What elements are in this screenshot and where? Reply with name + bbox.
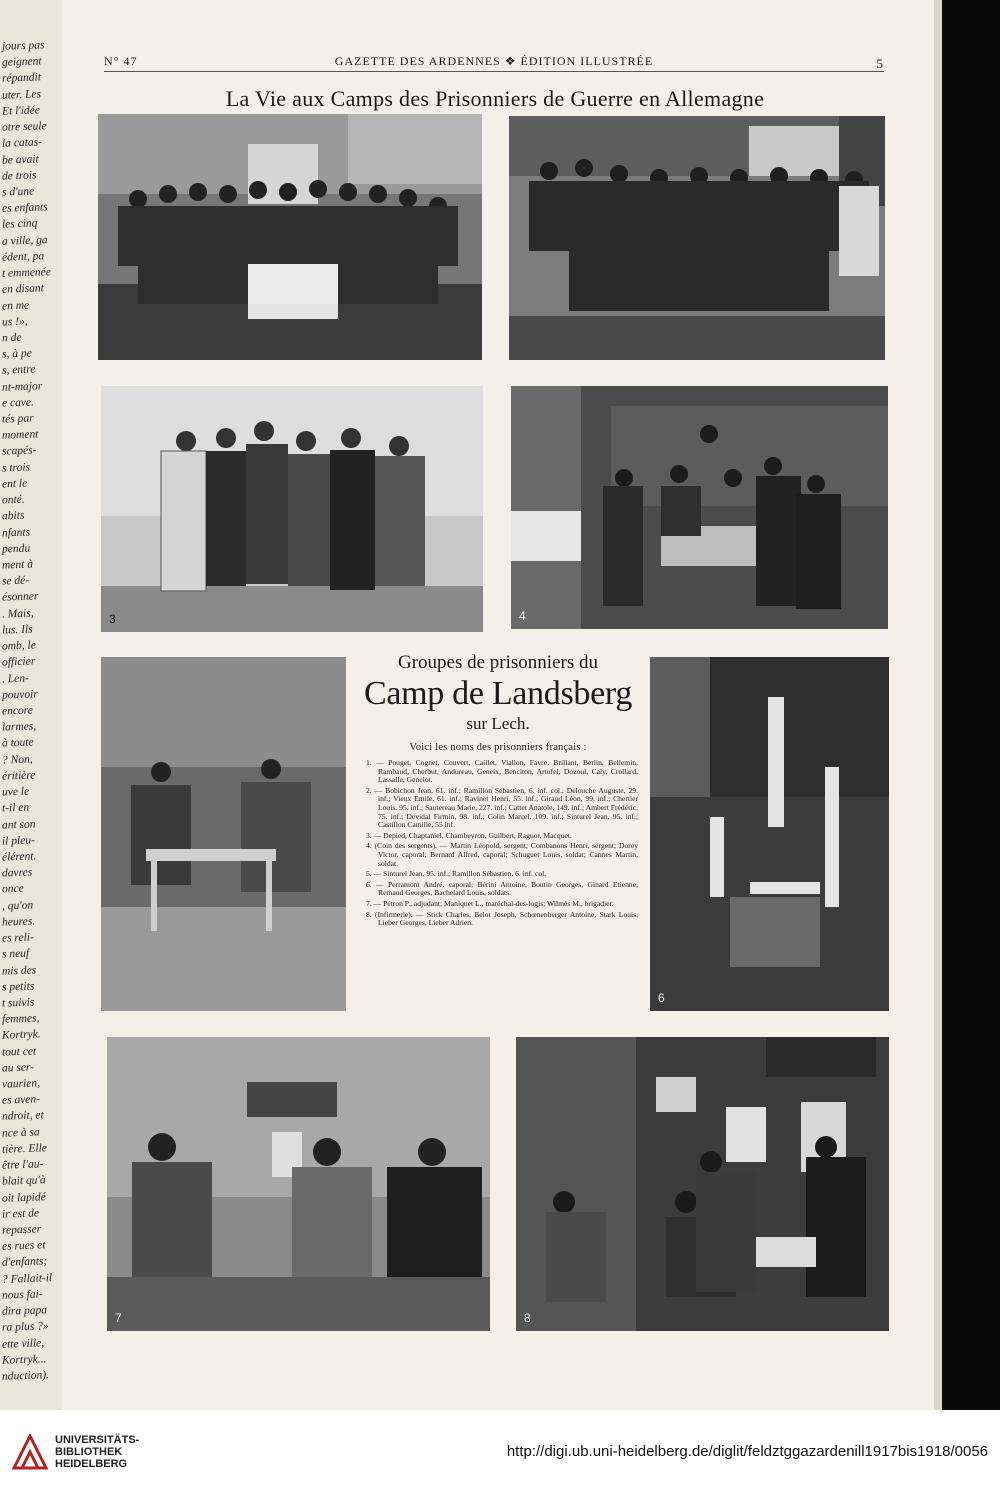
- previous-page-text-fragment: us !»,: [1, 315, 28, 329]
- previous-page-text-fragment: es enfants: [1, 201, 48, 215]
- previous-page-text-fragment: . Mais,: [1, 607, 34, 621]
- previous-page-text-fragment: femmes,: [1, 1012, 40, 1026]
- photo-1-musicians-group: [98, 114, 482, 360]
- previous-page-text-fragment: en disant: [1, 282, 45, 297]
- previous-page-text-fragment: les cinq: [1, 217, 38, 232]
- caption-block: [358, 652, 638, 1012]
- previous-page-text-fragment: blait qu'à: [1, 1174, 46, 1189]
- previous-page-text-fragment: tés par: [1, 412, 34, 426]
- previous-page-text-fragment: pouvoir: [1, 688, 38, 702]
- photo-8-image: [516, 1037, 889, 1331]
- previous-page-text-fragment: jours pas: [1, 39, 45, 53]
- previous-page-text-fragment: . Len-: [1, 672, 30, 686]
- institution-name: [55, 1434, 139, 1470]
- previous-page-text-fragment: es rues et: [1, 1239, 46, 1253]
- newspaper-title: GAZETTE DES ARDENNES ❖ ÉDITION ILLUSTRÉE: [334, 54, 654, 68]
- photo-number: 7: [115, 1311, 122, 1325]
- caption-intro: Voici les noms des prisonniers français :: [409, 742, 587, 753]
- previous-page-text-fragment: pendu: [1, 542, 31, 556]
- previous-page-text-fragment: otre seule: [1, 120, 47, 134]
- previous-page-text-fragment: tière. Elle: [1, 1142, 48, 1156]
- photo-4-image: [511, 386, 888, 629]
- previous-page-text-fragment: ra plus ?»: [1, 1320, 49, 1335]
- source-url-link[interactable]: http://digi.ub.uni-heidelberg.de/diglit/feldztggazardenill1917bis1918/0056: [506, 1443, 988, 1460]
- previous-page-text-fragment: nous fai-: [1, 1288, 43, 1302]
- previous-page-text-fragment: s petits: [1, 980, 35, 994]
- caption-camp-name: Camp de Landsberg: [363, 675, 633, 712]
- caption-line-1: Groupes de prisonniers du: [398, 652, 598, 673]
- previous-page-text-fragment: uter. Les: [1, 87, 42, 102]
- photo-6-acrobats: [650, 657, 889, 1011]
- previous-page-text-fragment: ésonner: [1, 590, 39, 605]
- photo-5-two-men-at-table: [101, 657, 346, 1011]
- previous-page-text-fragment: il pleu-: [1, 834, 36, 848]
- previous-page-text-fragment: tout cet: [1, 1045, 37, 1059]
- previous-page-text-fragment: ant son: [1, 817, 36, 832]
- previous-page-text-fragment: mis des: [1, 963, 37, 978]
- previous-page-text-fragment: es reli-: [1, 931, 35, 945]
- previous-page-text-fragment: geignent: [1, 55, 42, 69]
- right-margin: [934, 0, 1000, 1410]
- previous-page-text-fragment: larmes,: [1, 720, 37, 734]
- previous-page-text-fragment: scapés-: [1, 444, 37, 459]
- previous-page-text-fragment: édent, pa: [1, 250, 45, 264]
- photo-3-standing-group: [101, 386, 483, 632]
- previous-page-text-fragment: es aven-: [1, 1093, 41, 1107]
- library-footer: [0, 1410, 1000, 1489]
- previous-page-text-fragment: d'enfants;: [1, 1255, 48, 1270]
- previous-page-text-fragment: élérent.: [1, 850, 37, 864]
- previous-page-text-fragment: se dé-: [1, 574, 30, 588]
- list-item: 3. — Depied, Chaptaniel, Chambeyron, Guilbert, Raguot, Macquet.: [366, 830, 572, 840]
- previous-page-text-fragment: éritière: [1, 769, 36, 783]
- previous-page-text-fragment: t emmenée: [1, 266, 52, 280]
- institution-line: HEIDELBERG: [55, 1458, 128, 1470]
- list-item: 5. — Sinturel Jean, 95. inf.; Ramillon Sébastien, 6. inf. col.: [366, 869, 547, 879]
- issue-number: N° 47: [104, 54, 138, 68]
- previous-page-text-fragment: s, entre: [1, 363, 36, 377]
- previous-page-text-fragment: nfants: [1, 526, 31, 540]
- list-item: 6. — Perramont André, caporal; Bérini Antoine, Boutin Georges, Ginard Etienne, Remaud Georges, Bachelard Louis, soldats.: [366, 879, 638, 898]
- caption-location: sur Lech.: [466, 714, 530, 733]
- previous-page-text-fragment: ment à: [1, 558, 34, 572]
- previous-page-text-fragment: uve le: [1, 785, 30, 799]
- previous-page-text-fragment: au ser-: [1, 1061, 35, 1075]
- previous-page-text-fragment: être l'au-: [1, 1158, 44, 1172]
- previous-page-text-fragment: s neuf: [1, 947, 30, 961]
- previous-page-text-fragment: s, à pe: [1, 347, 32, 361]
- previous-page-text-fragment: be avait: [1, 152, 39, 167]
- previous-page-text-fragment: , qu'on: [1, 899, 34, 913]
- previous-page-text-fragment: s d'une: [1, 185, 35, 199]
- photo-2-group-with-accordion: [509, 116, 885, 360]
- photo-number: 8: [524, 1311, 531, 1325]
- previous-page-text-fragment: nt-major: [1, 379, 43, 394]
- list-item: 1. — Pouget, Cognet, Couvert, Caillet, Viallon, Favre, Brillant, Berlin, Bellemin, Rambaud, Cherbut, Andureau, Geneix, Benciton, Artufel, Dozoul, Caly, Crollard, Lassalle, Genclot.: [366, 758, 638, 785]
- previous-page-text-fragment: s trois: [1, 461, 31, 475]
- previous-page-text-fragment: davres: [1, 866, 33, 880]
- photo-8-infirmary: [516, 1037, 889, 1331]
- previous-page-text-fragment: onté.: [1, 493, 25, 507]
- previous-page-text-fragment: oit lapidé: [1, 1190, 46, 1205]
- previous-page-text-fragment: Et l'idée: [1, 104, 41, 118]
- previous-page-text-fragment: en me: [1, 299, 30, 312]
- previous-page-text-fragment: lus. Ils: [1, 623, 33, 637]
- prisoner-names-list: [358, 759, 638, 928]
- institution-line: BIBLIOTHEK: [55, 1446, 123, 1458]
- previous-page-text-fragment: Kortryk.: [1, 1028, 41, 1043]
- previous-page-text-fragment: t suivis: [1, 996, 35, 1010]
- photo-7-image: [107, 1037, 490, 1331]
- photo-4-sergeants-corner: [511, 386, 888, 629]
- previous-page-text-fragment: n de: [1, 331, 22, 345]
- list-item: 8. (Infirmerie). — Stick Charles, Belot Joseph, Schœnenberger Antoine, Stark Louis, Lieber Georges, Lieber Adrien.: [366, 909, 638, 928]
- previous-page-text-fragment: ? Fallait-il: [1, 1271, 53, 1286]
- previous-page-text-fragment: ette ville,: [1, 1336, 45, 1351]
- header-rule: [104, 71, 884, 72]
- previous-page-text-fragment: à toute: [1, 736, 34, 750]
- list-item: 2. — Bobichon Jean, 61. inf.; Ramillon Sébastien, 6. inf. col., Delouche Auguste, 29. inf.; Vieux Emile, 61. inf.; Ravinet Henri, 55. inf.; Giraud Léon, 99. inf.; Chertier Louis, 95. inf.; Sautereau Marie, 227. inf.; Cattet Anatole, 149. inf.; Ambert Frédéric, 75. inf.; Devidal Firmin, 98. inf.; Colin Marcel, 109. inf.; Sinturel Jean, 95. inf.; Castillon Camille, 55 inf.: [366, 785, 638, 830]
- photo-7-three-men-indoors: [107, 1037, 490, 1331]
- previous-page-text-fragment: Kortryk...: [1, 1352, 47, 1367]
- previous-page-text-fragment: once: [1, 883, 24, 896]
- previous-page-text-fragment: ? Non,: [1, 753, 33, 767]
- previous-page-text-fragment: ir est de: [1, 1207, 40, 1221]
- institution-line: UNIVERSITÄTS-: [55, 1434, 140, 1446]
- previous-page-text-fragment: ndroit, et: [1, 1109, 44, 1124]
- previous-page-text-fragment: de trois: [1, 169, 37, 183]
- photo-5-image: [101, 657, 346, 1011]
- university-logo-icon: [12, 1434, 48, 1470]
- previous-page-text-fragment: repasser: [1, 1223, 42, 1237]
- previous-page-text-fragment: omb, le: [1, 639, 37, 653]
- previous-page-text-fragment: e cave.: [1, 396, 35, 410]
- list-item: 7. — Pétron P., adjudant; Maniquet L., maréchal-des-logis; Wilmès M., brigadier.: [366, 898, 614, 908]
- previous-page-text-fragment: officier: [1, 655, 36, 669]
- photo-number: 4: [519, 609, 526, 623]
- previous-page-text-fragment: ent le: [1, 477, 28, 491]
- previous-page-edge: [0, 0, 70, 1410]
- previous-page-text-fragment: abits: [1, 509, 25, 523]
- photo-2-image: [509, 116, 885, 360]
- previous-page-text-fragment: nduction).: [1, 1369, 50, 1383]
- photo-3-image: [101, 386, 483, 632]
- previous-page-text-fragment: la catas-: [1, 136, 43, 151]
- photo-number: 6: [658, 991, 665, 1005]
- photo-1-image: [98, 114, 482, 360]
- previous-page-text-fragment: dira papa: [1, 1304, 48, 1318]
- photo-6-image: [650, 657, 889, 1011]
- previous-page-text-fragment: nce à sa: [1, 1126, 40, 1140]
- previous-page-text-fragment: t-il en: [1, 801, 30, 815]
- previous-page-text-fragment: a ville, ga: [1, 233, 48, 248]
- previous-page-text-fragment: vaurien,: [1, 1077, 41, 1091]
- page-title: La Vie aux Camps des Prisonniers de Guerre en Allemagne: [225, 86, 765, 111]
- previous-page-text-fragment: encore: [1, 704, 34, 718]
- page-number: 5: [876, 56, 884, 71]
- previous-page-text-fragment: heures.: [1, 915, 36, 929]
- previous-page-text-fragment: moment: [1, 428, 39, 442]
- previous-page-text-fragment: répandit: [1, 71, 42, 86]
- photo-number: 3: [109, 612, 116, 626]
- list-item: 4. (Coin des sergents). — Martin Léopold, sergent; Combanons Henri, sergent; Dorey Victor, caporal; Bernard Alfred, caporal; Schuguet Louis, soldat; Cannes Martin, soldat.: [366, 841, 638, 868]
